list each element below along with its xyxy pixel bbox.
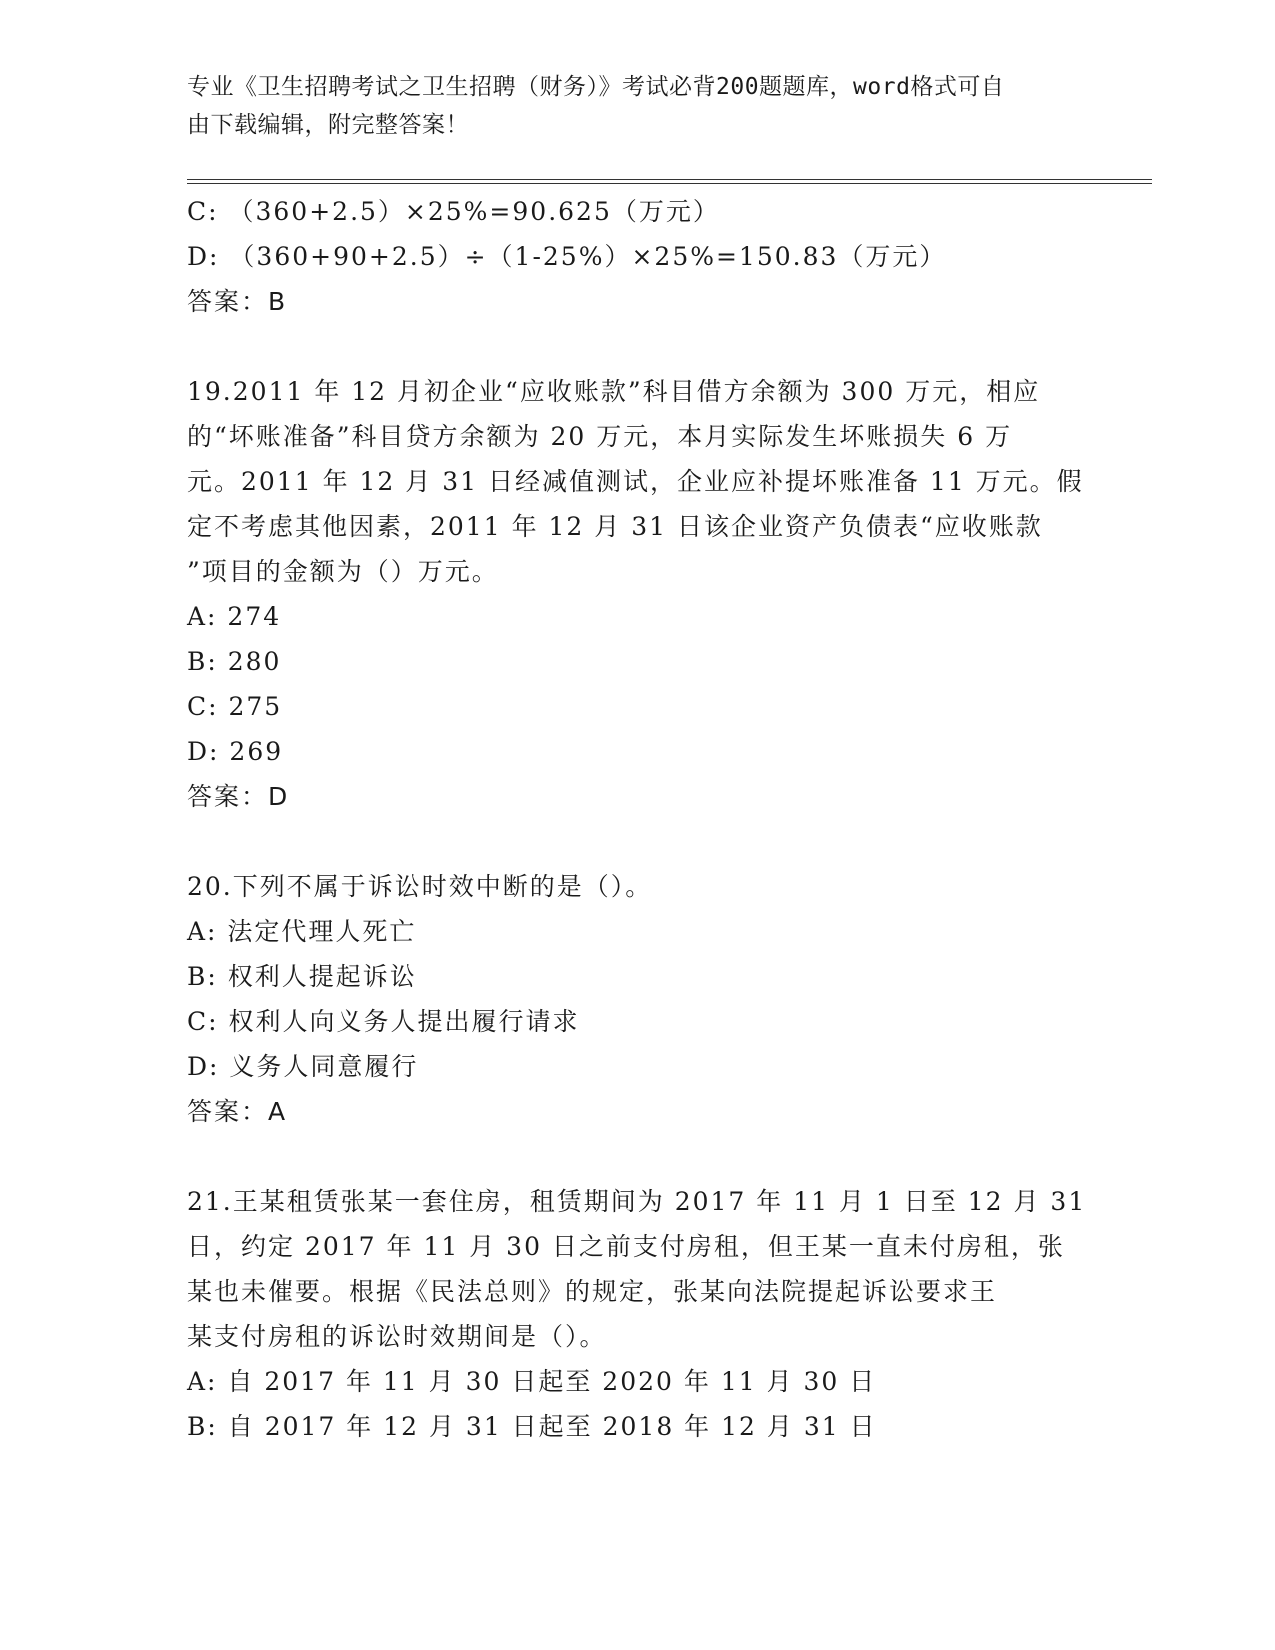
option-b: B: 280 bbox=[187, 647, 282, 676]
question-stem-line: 某也未催要。根据《民法总则》的规定，张某向法院提起诉讼要求王 bbox=[187, 1277, 998, 1306]
spacer bbox=[187, 324, 1087, 369]
header-divider-bottom bbox=[187, 183, 1152, 184]
header-line-2: 由下载编辑，附完整答案！ bbox=[187, 112, 469, 138]
option-c: C: （360+2.5）×25%=90.625（万元） bbox=[187, 197, 720, 226]
document-body bbox=[187, 189, 1087, 1449]
answer: 答案：B bbox=[187, 287, 288, 316]
question-stem-line: ”项目的金额为（）万元。 bbox=[187, 557, 499, 586]
question-stem-line: 元。2011 年 12 月 31 日经减值测试，企业应补提坏账准备 11 万元。假 bbox=[187, 467, 1084, 496]
option-d: D: 269 bbox=[187, 737, 284, 766]
question-19 bbox=[187, 369, 1087, 819]
option-c: C: 权利人向义务人提出履行请求 bbox=[187, 1007, 580, 1036]
spacer bbox=[187, 819, 1087, 864]
option-a: A: 法定代理人死亡 bbox=[187, 917, 417, 946]
question-stem-line: 定不考虑其他因素，2011 年 12 月 31 日该企业资产负债表“应收账款 bbox=[187, 512, 1043, 541]
answer: 答案：D bbox=[187, 782, 290, 811]
question-stem-line: 19.2011 年 12 月初企业“应收账款”科目借方余额为 300 万元，相应 bbox=[187, 377, 1041, 406]
question-20 bbox=[187, 864, 1087, 1134]
answer: 答案：A bbox=[187, 1097, 288, 1126]
option-a: A: 自 2017 年 11 月 30 日起至 2020 年 11 月 30 日 bbox=[187, 1367, 877, 1396]
option-d: D: 义务人同意履行 bbox=[187, 1052, 419, 1081]
spacer bbox=[187, 1134, 1087, 1179]
option-a: A: 274 bbox=[187, 602, 282, 631]
question-stem-line: 20.下列不属于诉讼时效中断的是（）。 bbox=[187, 872, 653, 901]
header-line-1: 专业《卫生招聘考试之卫生招聘（财务）》考试必背200题题库，word格式可自 bbox=[187, 74, 1005, 100]
header-divider-top bbox=[187, 179, 1152, 180]
question-stem-line: 日，约定 2017 年 11 月 30 日之前支付房租，但王某一直未付房租，张 bbox=[187, 1232, 1065, 1261]
option-d: D: （360+90+2.5）÷（1-25%）×25%=150.83（万元） bbox=[187, 242, 947, 271]
document-header bbox=[187, 68, 1067, 144]
question-21 bbox=[187, 1179, 1087, 1449]
previous-question-block bbox=[187, 189, 1087, 324]
option-b: B: 权利人提起诉讼 bbox=[187, 962, 417, 991]
option-c: C: 275 bbox=[187, 692, 283, 721]
question-stem-line: 某支付房租的诉讼时效期间是（）。 bbox=[187, 1322, 607, 1351]
option-b: B: 自 2017 年 12 月 31 日起至 2018 年 12 月 31 日 bbox=[187, 1412, 877, 1441]
question-stem-line: 21.王某租赁张某一套住房，租赁期间为 2017 年 11 月 1 日至 12 月 31 bbox=[187, 1187, 1087, 1216]
question-stem-line: 的“坏账准备”科目贷方余额为 20 万元，本月实际发生坏账损失 6 万 bbox=[187, 422, 1013, 451]
